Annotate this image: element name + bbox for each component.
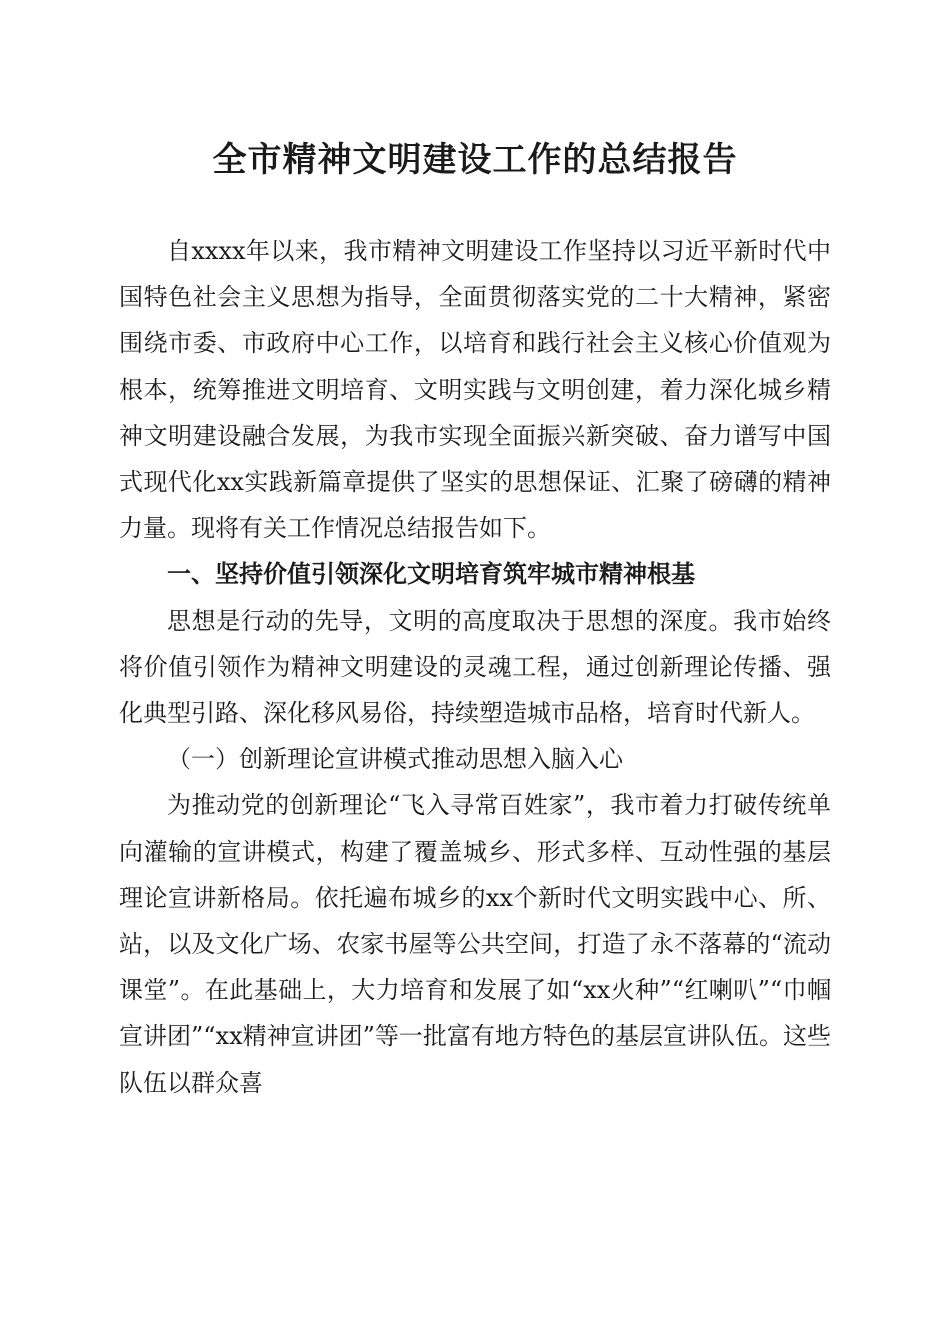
document-title: 全市精神文明建设工作的总结报告 (212, 140, 738, 180)
document-body (119, 228, 831, 1106)
subsection-paragraph: 为推动党的创新理论“飞入寻常百姓家”，我市着力打破传统单向灌输的宣讲模式，构建了覆盖城乡、形式多样、互动性强的基层理论宣讲新格局。依托遍布城乡的xx个新时代文明实践中心、所、站，以及文化广场、农家书屋等公共空间，打造了永不落幕的“流动课堂”。在此基础上，大力培育和发展了如“xx火种”“红喇叭”“巾帼宣讲团”“xx精神宣讲团”等一批富有地方特色的基层宣讲队伍。这些队伍以群众喜 (119, 791, 831, 1097)
section-heading: 一、坚持价值引领深化文明培育筑牢城市精神根基 (167, 560, 695, 589)
subsection-heading: （一）创新理论宣讲模式推动思想入脑入心 (167, 745, 623, 774)
section-paragraph: 思想是行动的先导，文明的高度取决于思想的深度。我市始终将价值引领作为精神文明建设的灵魂工程，通过创新理论传播、强化典型引路、深化移风易俗，持续塑造城市品格，培育时代新人。 (119, 606, 831, 728)
intro-paragraph: 自xxxx年以来，我市精神文明建设工作坚持以习近平新时代中国特色社会主义思想为指导，全面贯彻落实党的二十大精神，紧密围绕市委、市政府中心工作，以培育和践行社会主义核心价值观为根本，统筹推进文明培育、文明实践与文明创建，着力深化城乡精神文明建设融合发展，为我市实现全面振兴新突破、奋力谱写中国式现代化xx实践新篇章提供了坚实的思想保证、汇聚了磅礴的精神力量。现将有关工作情况总结报告如下。 (119, 237, 831, 543)
